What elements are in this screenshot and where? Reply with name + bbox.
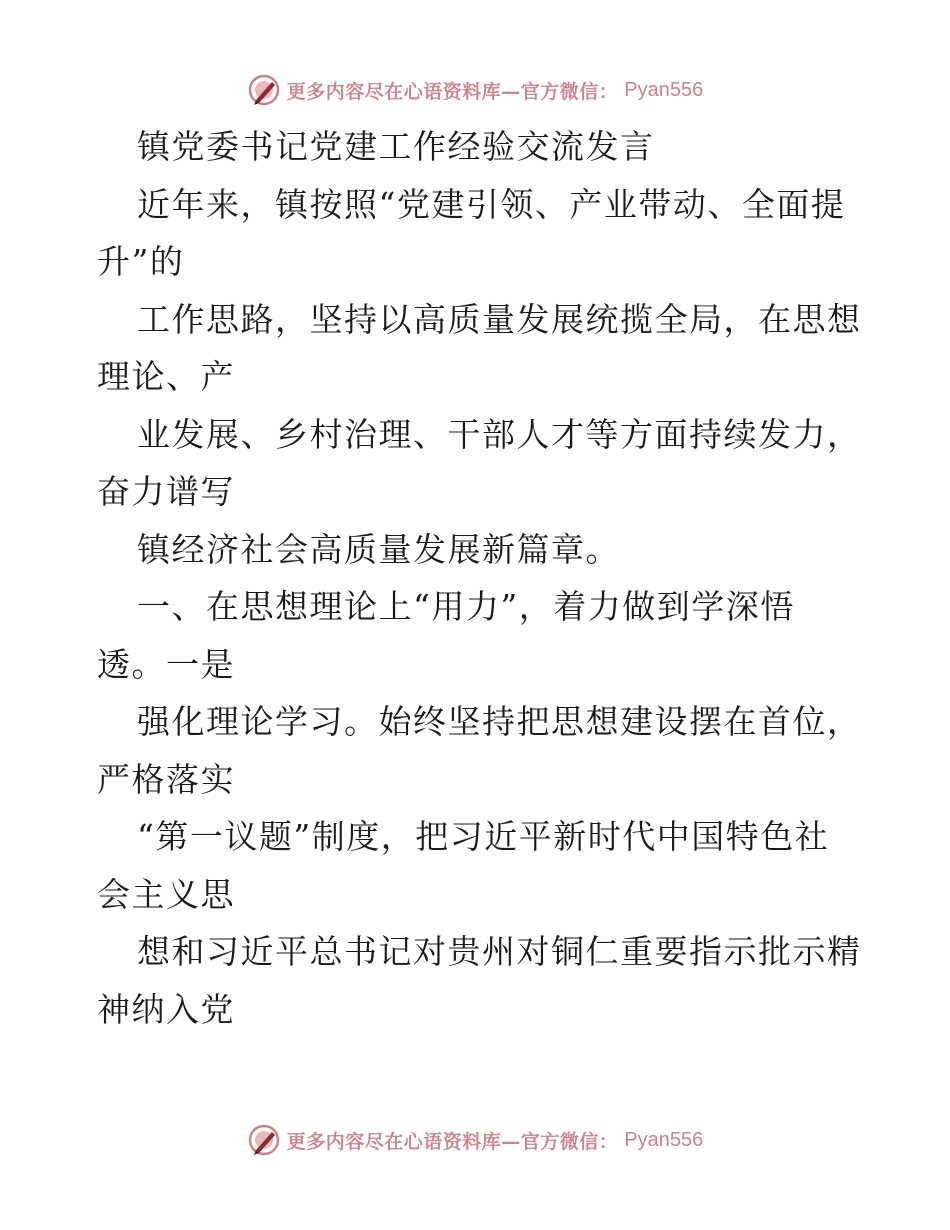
paragraph-line: 透。一是 (97, 644, 235, 684)
paragraph-line: 升”的 (97, 242, 185, 281)
paragraph-line: 近年来，镇按照“党建引领、产业带动、全面提 (137, 184, 846, 224)
paragraph-line: 理论、产 (97, 357, 235, 396)
document-body (97, 118, 862, 1038)
watermark-handle: Pyan556 (624, 1128, 704, 1151)
pen-seal-icon (247, 1123, 281, 1157)
document-title: 镇党委书记党建工作经验交流发言 (137, 127, 655, 166)
watermark-text: 更多内容尽在心语资料库—官方微信： (286, 1130, 619, 1153)
header-watermark (0, 70, 950, 110)
pen-seal-icon (247, 73, 281, 107)
paragraph-line: 业发展、乡村治理、干部人才等方面持续发力， (137, 414, 862, 454)
footer-watermark (0, 1120, 950, 1160)
paragraph-line: “第一议题”制度，把习近平新时代中国特色社 (137, 817, 830, 856)
paragraph-line: 会主义思 (97, 874, 235, 914)
watermark-handle: Pyan556 (624, 78, 704, 101)
paragraph-line: 严格落实 (97, 759, 235, 799)
paragraph-line: 神纳入党 (97, 989, 235, 1029)
paragraph-line: 想和习近平总书记对贵州对铜仁重要指示批示精 (137, 932, 862, 971)
paragraph-line: 奋力谱写 (97, 472, 235, 511)
paragraph-line: 一、在思想理论上“用力”，着力做到学深悟 (137, 587, 795, 626)
paragraph-line: 镇经济社会高质量发展新篇章。 (137, 529, 620, 569)
watermark-text: 更多内容尽在心语资料库—官方微信： (286, 80, 619, 103)
paragraph-line: 工作思路，坚持以高质量发展统揽全局，在思想 (137, 299, 862, 339)
paragraph-line: 强化理论学习。始终坚持把思想建设摆在首位， (137, 702, 862, 741)
